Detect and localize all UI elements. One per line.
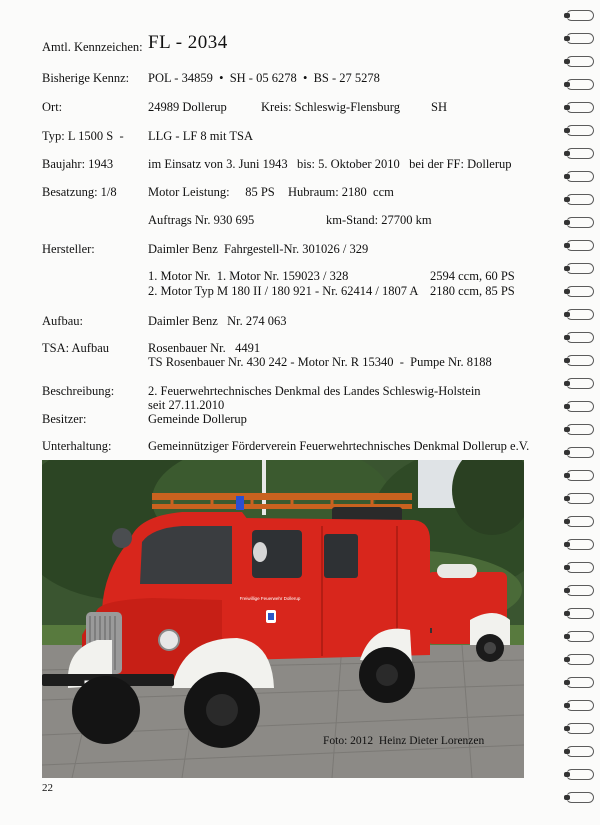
label-besitzer: Besitzer: — [42, 412, 87, 426]
value-auftrag: Auftrags Nr. 930 695 — [148, 213, 255, 227]
binding-ring — [566, 148, 596, 159]
label-kennzeichen: Amtl. Kennzeichen: — [42, 40, 143, 54]
value-unterhaltung: Gemeinnütziger Förderverein Feuerwehrtechnisches Denkmal Dollerup e.V. — [148, 439, 530, 453]
binding-ring — [566, 217, 596, 228]
binding-ring — [566, 263, 596, 274]
value-beschreibung-datum: seit 27.11.2010 — [148, 398, 225, 412]
value-km-stand: km-Stand: 27700 km — [326, 213, 432, 227]
door-lettering: Freiwillige Feuerwehr Dollerup — [239, 596, 301, 601]
binding-ring — [566, 33, 596, 44]
value-motor-1-spec: 2594 ccm, 60 PS — [430, 269, 515, 283]
binding-ring — [566, 10, 596, 21]
spiral-binding — [558, 0, 600, 825]
label-aufbau: Aufbau: — [42, 314, 83, 328]
value-tsa-rosenbauer: Rosenbauer Nr. 4491 — [148, 341, 261, 355]
label-besatzung: Besatzung: 1/8 — [42, 185, 117, 199]
binding-ring — [566, 171, 596, 182]
binding-ring — [566, 493, 596, 504]
binding-ring — [566, 562, 596, 573]
binding-ring — [566, 56, 596, 67]
label-ort: Ort: — [42, 100, 63, 114]
value-tsa-details: TS Rosenbauer Nr. 430 242 - Motor Nr. R 15340 - Pumpe Nr. 8188 — [148, 355, 492, 369]
value-kennzeichen: FL - 2034 — [148, 32, 228, 53]
value-motor-2: 2. Motor Typ M 180 II / 180 921 - Nr. 62414 / 1807 A — [148, 284, 419, 298]
binding-ring — [566, 654, 596, 665]
binding-ring — [566, 470, 596, 481]
binding-ring — [566, 677, 596, 688]
binding-ring — [566, 608, 596, 619]
binding-ring — [566, 125, 596, 136]
fire-truck-photo — [42, 460, 524, 778]
value-motor-2-spec: 2180 ccm, 85 PS — [430, 284, 515, 298]
label-beschreibung: Beschreibung: — [42, 384, 115, 398]
binding-ring — [566, 792, 596, 803]
value-ort-kreis: Kreis: Schleswig-Flensburg — [261, 100, 400, 114]
value-hersteller: Daimler Benz Fahrgestell-Nr. 301026 / 329 — [148, 242, 369, 256]
value-bisherige: POL - 34859 • SH - 05 6278 • BS - 27 5278 — [148, 71, 380, 85]
label-bisherige: Bisherige Kennz: — [42, 71, 130, 85]
binding-ring — [566, 424, 596, 435]
binding-ring — [566, 631, 596, 642]
binding-ring — [566, 378, 596, 389]
binding-ring — [566, 102, 596, 113]
label-hersteller: Hersteller: — [42, 242, 95, 256]
value-besitzer: Gemeinde Dollerup — [148, 412, 247, 426]
label-unterhaltung: Unterhaltung: — [42, 439, 112, 453]
binding-ring — [566, 723, 596, 734]
binding-ring — [566, 769, 596, 780]
value-ort-land: SH — [431, 100, 447, 114]
value-motor-leistung: Motor Leistung: 85 PS — [148, 185, 275, 199]
label-typ: Typ: L 1500 S - — [42, 129, 124, 143]
binding-ring — [566, 700, 596, 711]
photo-caption: Foto: 2012 Heinz Dieter Lorenzen — [323, 735, 485, 747]
binding-ring — [566, 240, 596, 251]
value-typ: LLG - LF 8 mit TSA — [148, 129, 253, 143]
binding-ring — [566, 79, 596, 90]
label-baujahr: Baujahr: 1943 — [42, 157, 114, 171]
label-tsa: TSA: Aufbau — [42, 341, 110, 355]
binding-ring — [566, 401, 596, 412]
page-number: 22 — [42, 782, 53, 794]
value-ort-plz: 24989 Dollerup — [148, 100, 227, 114]
binding-ring — [566, 539, 596, 550]
value-baujahr: im Einsatz von 3. Juni 1943 bis: 5. Oktober 2010 bei der FF: Dollerup — [148, 157, 512, 171]
binding-ring — [566, 516, 596, 527]
value-hubraum: Hubraum: 2180 ccm — [288, 185, 394, 199]
binding-ring — [566, 286, 596, 297]
value-beschreibung: 2. Feuerwehrtechnisches Denkmal des Landes Schleswig-Holstein — [148, 384, 481, 398]
value-motor-1: 1. Motor Nr. 1. Motor Nr. 159023 / 328 — [148, 269, 349, 283]
binding-ring — [566, 746, 596, 757]
value-aufbau: Daimler Benz Nr. 274 063 — [148, 314, 287, 328]
binding-ring — [566, 585, 596, 596]
binding-ring — [566, 194, 596, 205]
binding-ring — [566, 332, 596, 343]
binding-ring — [566, 447, 596, 458]
binding-ring — [566, 355, 596, 366]
binding-ring — [566, 309, 596, 320]
